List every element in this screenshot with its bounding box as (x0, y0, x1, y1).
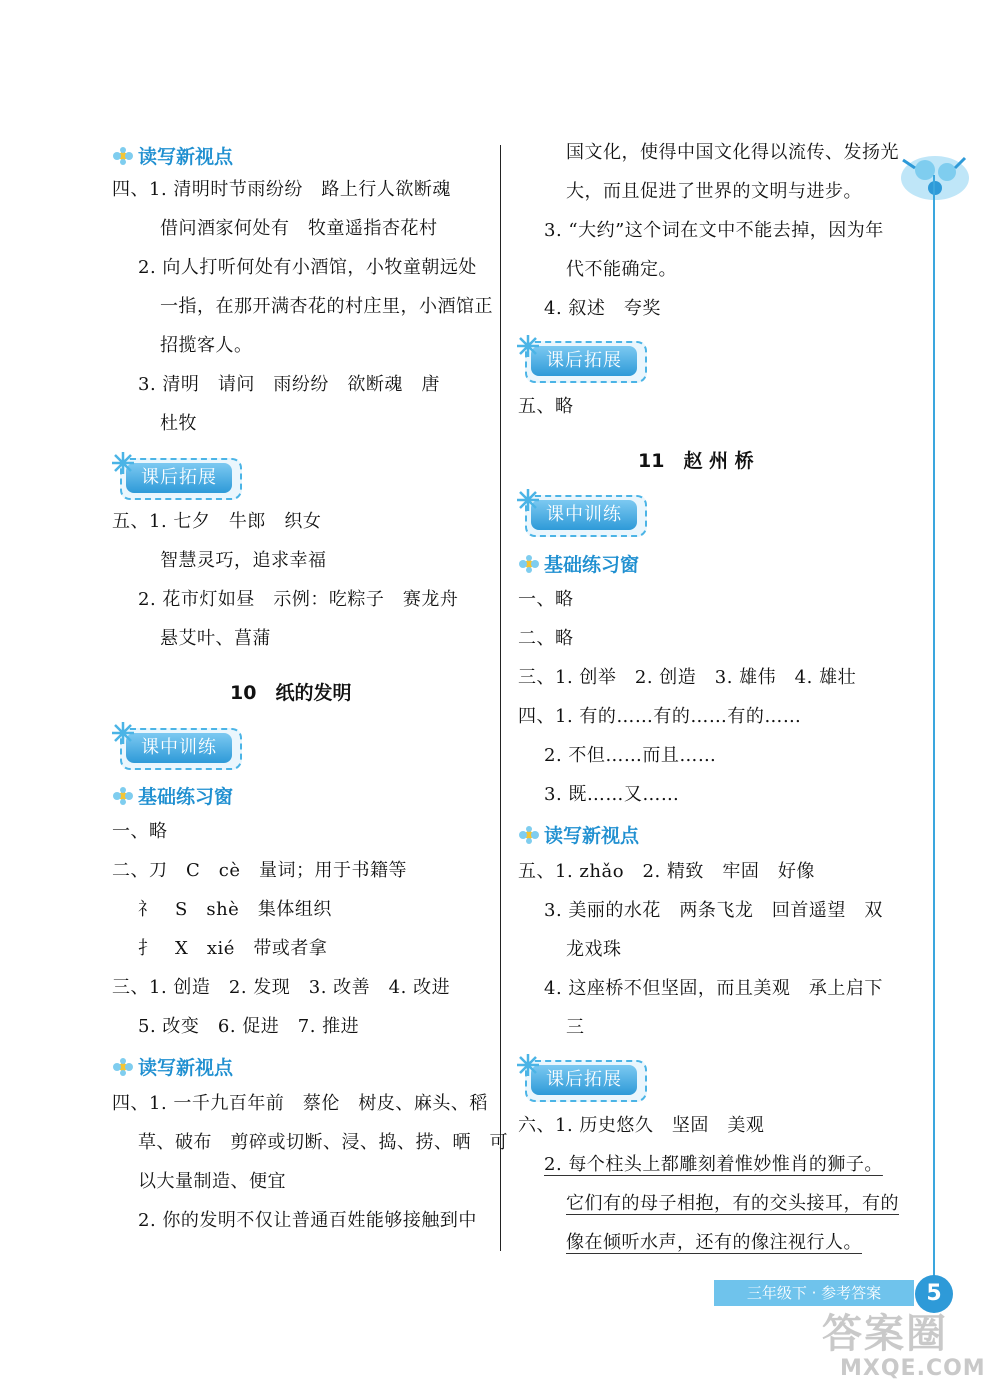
badge-after-class: 课后拓展 (515, 1052, 645, 1102)
answer-line: 3. 美丽的水花 两条飞龙 回首遥望 双 (544, 900, 883, 921)
answer-line: 四、1. 一千九百年前 蔡伦 树皮、麻头、稻 (112, 1093, 488, 1114)
answer-line: 代不能确定。 (566, 259, 677, 280)
section-heading-basics: 基础练习窗 (518, 550, 639, 577)
answer-line: 2. 每个柱头上都雕刻着惟妙惟肖的狮子。 (544, 1154, 883, 1175)
answer-line: 3. 既……又…… (544, 784, 680, 805)
badge-after-class: 课后拓展 (110, 450, 240, 500)
answer-line: 大，而且促进了世界的文明与进步。 (566, 181, 862, 202)
answer-line: 4. 这座桥不但坚固，而且美观 承上启下 (544, 978, 883, 999)
watermark-text: 答案圈 (822, 1311, 948, 1357)
section-heading-reading: 读写新视点 (518, 821, 639, 848)
section-heading-reading: 读写新视点 (112, 142, 233, 169)
answer-line: 五、略 (518, 396, 574, 417)
snowflake-icon (515, 487, 541, 513)
answer-line: 悬艾叶、菖蒲 (160, 628, 271, 649)
section-heading-reading: 读写新视点 (112, 1053, 233, 1080)
answer-line: 3. “大约”这个词在文中不能去掉，因为年 (544, 220, 884, 241)
answer-line: 像在倾听水声，还有的像注视行人。 (566, 1232, 862, 1253)
answer-line: 二、略 (518, 628, 574, 649)
answer-line: 一、略 (112, 821, 168, 842)
answer-line: 招揽客人。 (160, 335, 253, 356)
page-number: 5 (915, 1275, 953, 1313)
answer-line: 五、1. 七夕 牛郎 织女 (112, 511, 322, 532)
answer-line: 礻 S shè 集体组织 (138, 899, 332, 920)
answer-line: 三、1. 创造 2. 发现 3. 改善 4. 改进 (112, 977, 451, 998)
margin-rule (933, 175, 935, 1290)
answer-line: 四、1. 有的……有的……有的…… (518, 706, 802, 727)
column-divider (500, 145, 501, 1251)
snowflake-icon (515, 333, 541, 359)
answer-line: 六、1. 历史悠久 坚固 美观 (518, 1115, 765, 1136)
answer-line: 一、略 (518, 589, 574, 610)
flower-icon (112, 787, 134, 805)
answer-line: 2. 花市灯如昼 示例：吃粽子 赛龙舟 (138, 589, 459, 610)
snowflake-icon (110, 450, 136, 476)
answer-line: 它们有的母子相抱，有的交头接耳，有的 (566, 1193, 899, 1214)
answer-line: 智慧灵巧，追求幸福 (160, 550, 327, 571)
answer-line: 2. 向人打听何处有小酒馆，小牧童朝远处 (138, 257, 477, 278)
answer-line: 扌 X xié 带或者拿 (138, 938, 328, 959)
cartoon-decoration-icon (895, 140, 975, 210)
answer-line: 四、1. 清明时节雨纷纷 路上行人欲断魂 (112, 179, 451, 200)
answer-line: 借问酒家何处有 牧童遥指杏花村 (160, 218, 438, 239)
snowflake-icon (110, 720, 136, 746)
badge-in-class: 课中训练 (515, 487, 645, 537)
lesson-title: 10 纸的发明 (230, 682, 352, 704)
flower-icon (518, 826, 540, 844)
badge-after-class: 课后拓展 (515, 333, 645, 383)
answer-line: 国文化，使得中国文化得以流传、发扬光 (566, 142, 899, 163)
section-heading-basics: 基础练习窗 (112, 782, 233, 809)
answer-line: 五、1. zhǎo 2. 精致 牢固 好像 (518, 861, 815, 882)
answer-line: 三、1. 创举 2. 创造 3. 雄伟 4. 雄壮 (518, 667, 857, 688)
answer-line: 3. 清明 请问 雨纷纷 欲断魂 唐 (138, 374, 440, 395)
answer-line: 2. 不但……而且…… (544, 745, 717, 766)
answer-line: 草、破布 剪碎或切断、浸、捣、捞、晒 可 (138, 1132, 508, 1153)
answer-line: 4. 叙述 夸奖 (544, 298, 661, 319)
footer-label: 三年级下 · 参考答案 (714, 1280, 914, 1306)
answer-line: 二、刀 C cè 量词；用于书籍等 (112, 860, 408, 881)
answer-line: 三 (566, 1017, 585, 1038)
flower-icon (112, 147, 134, 165)
lesson-title: 11 赵 州 桥 (638, 450, 754, 472)
watermark-url: MXQE.COM (840, 1356, 986, 1381)
answer-line: 龙戏珠 (566, 939, 622, 960)
flower-icon (518, 555, 540, 573)
badge-in-class: 课中训练 (110, 720, 240, 770)
answer-line: 以大量制造、便宜 (138, 1171, 286, 1192)
flower-icon (112, 1058, 134, 1076)
snowflake-icon (515, 1052, 541, 1078)
answer-line: 2. 你的发明不仅让普通百姓能够接触到中 (138, 1210, 477, 1231)
watermark (800, 1300, 1000, 1390)
answer-line: 杜牧 (160, 413, 197, 434)
answer-line: 一指，在那开满杏花的村庄里，小酒馆正 (160, 296, 493, 317)
answer-line: 5. 改变 6. 促进 7. 推进 (138, 1016, 360, 1037)
